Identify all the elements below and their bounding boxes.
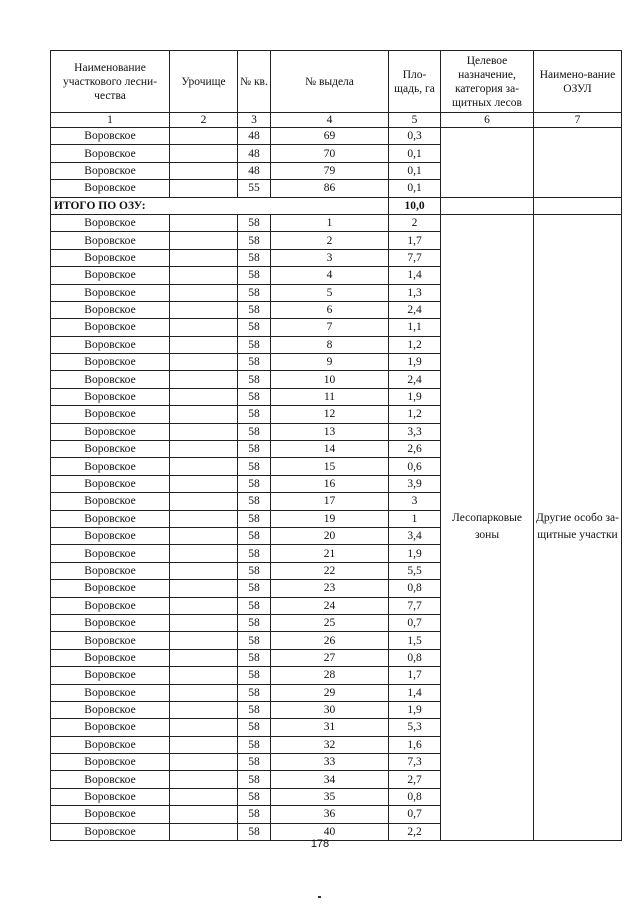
cell-area: 1,1	[389, 319, 441, 336]
total-ozul-empty	[534, 197, 622, 214]
cell-forestry: Воровское	[51, 336, 170, 353]
cell-tract	[170, 736, 238, 753]
cell-allotment: 20	[271, 527, 389, 544]
cell-quarter: 58	[238, 806, 271, 823]
table-row	[51, 214, 622, 231]
cell-area: 0,1	[389, 180, 441, 197]
cell-forestry: Воровское	[51, 771, 170, 788]
cell-area: 2,6	[389, 441, 441, 458]
cell-quarter: 58	[238, 667, 271, 684]
cell-tract	[170, 162, 238, 179]
header-tract: Урочище	[170, 51, 238, 113]
cell-area: 7,3	[389, 754, 441, 771]
cell-allotment: 32	[271, 736, 389, 753]
cell-quarter: 58	[238, 458, 271, 475]
cell-tract	[170, 771, 238, 788]
column-number: 6	[441, 113, 534, 128]
cell-forestry: Воровское	[51, 423, 170, 440]
cell-forestry: Воровское	[51, 597, 170, 614]
cell-tract	[170, 788, 238, 805]
cell-allotment: 69	[271, 128, 389, 145]
cell-quarter: 58	[238, 771, 271, 788]
column-number-row	[51, 113, 622, 128]
cell-forestry: Воровское	[51, 545, 170, 562]
cell-forestry: Воровское	[51, 614, 170, 631]
cell-forestry: Воровское	[51, 527, 170, 544]
cell-quarter: 58	[238, 388, 271, 405]
cell-area: 0,7	[389, 614, 441, 631]
cell-area: 7,7	[389, 597, 441, 614]
cell-tract	[170, 145, 238, 162]
cell-tract	[170, 510, 238, 527]
cell-tract	[170, 301, 238, 318]
cell-quarter: 58	[238, 441, 271, 458]
cell-allotment: 2	[271, 232, 389, 249]
cell-forestry: Воровское	[51, 719, 170, 736]
cell-quarter: 58	[238, 527, 271, 544]
cell-area: 1	[389, 510, 441, 527]
cell-allotment: 1	[271, 214, 389, 231]
cell-forestry: Воровское	[51, 667, 170, 684]
cell-tract	[170, 527, 238, 544]
cell-allotment: 86	[271, 180, 389, 197]
column-number: 2	[170, 113, 238, 128]
cell-allotment: 6	[271, 301, 389, 318]
cell-tract	[170, 684, 238, 701]
cell-allotment: 33	[271, 754, 389, 771]
cell-area: 2,4	[389, 301, 441, 318]
cell-allotment: 4	[271, 267, 389, 284]
cell-tract	[170, 719, 238, 736]
cell-forestry: Воровское	[51, 475, 170, 492]
cell-area: 1,5	[389, 632, 441, 649]
cell-allotment: 3	[271, 249, 389, 266]
cell-tract	[170, 388, 238, 405]
cell-forestry: Воровское	[51, 162, 170, 179]
cell-forestry: Воровское	[51, 319, 170, 336]
cell-quarter: 58	[238, 319, 271, 336]
cell-quarter: 58	[238, 823, 271, 840]
cell-quarter: 58	[238, 580, 271, 597]
cell-forestry: Воровское	[51, 301, 170, 318]
header-area-ha: Пло-щадь, га	[389, 51, 441, 113]
table-body	[51, 113, 622, 841]
cell-forestry: Воровское	[51, 249, 170, 266]
cell-quarter: 58	[238, 475, 271, 492]
cell-allotment: 30	[271, 701, 389, 718]
cell-quarter: 58	[238, 649, 271, 666]
cell-quarter: 58	[238, 493, 271, 510]
cell-quarter: 58	[238, 632, 271, 649]
cell-tract	[170, 649, 238, 666]
cell-allotment: 23	[271, 580, 389, 597]
cell-forestry: Воровское	[51, 388, 170, 405]
cell-area: 1,4	[389, 684, 441, 701]
cell-tract	[170, 406, 238, 423]
cell-quarter: 58	[238, 684, 271, 701]
cell-area: 3,4	[389, 527, 441, 544]
cell-area: 3	[389, 493, 441, 510]
cell-tract	[170, 267, 238, 284]
cell-area: 1,2	[389, 406, 441, 423]
cell-forestry: Воровское	[51, 580, 170, 597]
cell-forestry: Воровское	[51, 267, 170, 284]
cell-quarter: 58	[238, 736, 271, 753]
cell-tract	[170, 354, 238, 371]
cell-allotment: 16	[271, 475, 389, 492]
cell-allotment: 70	[271, 145, 389, 162]
total-value: 10,0	[389, 197, 441, 214]
cell-tract	[170, 319, 238, 336]
cell-area: 1,4	[389, 267, 441, 284]
cell-quarter: 58	[238, 284, 271, 301]
cell-area: 2,2	[389, 823, 441, 840]
cell-area: 1,2	[389, 336, 441, 353]
cell-quarter: 58	[238, 406, 271, 423]
cell-forestry: Воровское	[51, 736, 170, 753]
cell-tract	[170, 562, 238, 579]
cell-quarter: 58	[238, 423, 271, 440]
cell-tract	[170, 701, 238, 718]
cell-quarter: 58	[238, 754, 271, 771]
header-purpose: Целевое назначение, категория за-щитных лесов	[441, 51, 534, 113]
scan-mark	[318, 896, 321, 898]
cell-quarter: 58	[238, 214, 271, 231]
cell-tract	[170, 806, 238, 823]
table-row	[51, 128, 622, 145]
cell-allotment: 35	[271, 788, 389, 805]
table-header	[51, 51, 622, 113]
total-row	[51, 197, 622, 214]
cell-forestry: Воровское	[51, 441, 170, 458]
cell-allotment: 22	[271, 562, 389, 579]
column-number: 7	[534, 113, 622, 128]
cell-quarter: 58	[238, 232, 271, 249]
cell-allotment: 8	[271, 336, 389, 353]
cell-tract	[170, 284, 238, 301]
cell-forestry: Воровское	[51, 823, 170, 840]
cell-area: 5,3	[389, 719, 441, 736]
cell-forestry: Воровское	[51, 632, 170, 649]
cell-tract	[170, 458, 238, 475]
cell-quarter: 58	[238, 545, 271, 562]
cell-quarter: 58	[238, 614, 271, 631]
cell-forestry: Воровское	[51, 406, 170, 423]
cell-quarter: 58	[238, 562, 271, 579]
cell-quarter: 58	[238, 510, 271, 527]
cell-forestry: Воровское	[51, 458, 170, 475]
cell-allotment: 7	[271, 319, 389, 336]
cell-allotment: 28	[271, 667, 389, 684]
cell-forestry: Воровское	[51, 510, 170, 527]
cell-area: 0,8	[389, 788, 441, 805]
cell-allotment: 21	[271, 545, 389, 562]
cell-allotment: 40	[271, 823, 389, 840]
cell-ozul-empty	[534, 128, 622, 198]
header-ozul-name: Наимено-вание ОЗУЛ	[534, 51, 622, 113]
cell-allotment: 36	[271, 806, 389, 823]
cell-area: 0,1	[389, 145, 441, 162]
cell-allotment: 34	[271, 771, 389, 788]
cell-allotment: 79	[271, 162, 389, 179]
cell-quarter: 55	[238, 180, 271, 197]
cell-quarter: 58	[238, 371, 271, 388]
cell-tract	[170, 423, 238, 440]
cell-quarter: 58	[238, 249, 271, 266]
cell-allotment: 9	[271, 354, 389, 371]
forest-areas-table	[50, 50, 622, 841]
cell-quarter: 58	[238, 301, 271, 318]
cell-area: 1,7	[389, 667, 441, 684]
cell-forestry: Воровское	[51, 562, 170, 579]
cell-purpose-empty	[441, 128, 534, 198]
cell-area: 1,9	[389, 354, 441, 371]
cell-forestry: Воровское	[51, 493, 170, 510]
cell-forestry: Воровское	[51, 354, 170, 371]
cell-allotment: 31	[271, 719, 389, 736]
cell-quarter: 58	[238, 597, 271, 614]
cell-allotment: 19	[271, 510, 389, 527]
cell-area: 0,8	[389, 580, 441, 597]
cell-purpose: Лесопарковые зоны	[441, 214, 534, 840]
cell-area: 0,6	[389, 458, 441, 475]
cell-forestry: Воровское	[51, 684, 170, 701]
cell-tract	[170, 597, 238, 614]
cell-quarter: 48	[238, 145, 271, 162]
cell-allotment: 15	[271, 458, 389, 475]
cell-tract	[170, 493, 238, 510]
header-allotment-no: № выдела	[271, 51, 389, 113]
cell-forestry: Воровское	[51, 754, 170, 771]
cell-tract	[170, 336, 238, 353]
header-quarter-no: № кв.	[238, 51, 271, 113]
cell-allotment: 14	[271, 441, 389, 458]
cell-area: 1,6	[389, 736, 441, 753]
cell-tract	[170, 614, 238, 631]
cell-area: 2	[389, 214, 441, 231]
cell-allotment: 11	[271, 388, 389, 405]
cell-forestry: Воровское	[51, 214, 170, 231]
cell-area: 3,3	[389, 423, 441, 440]
cell-allotment: 10	[271, 371, 389, 388]
cell-allotment: 27	[271, 649, 389, 666]
cell-area: 7,7	[389, 249, 441, 266]
total-label: ИТОГО ПО ОЗУ:	[51, 197, 389, 214]
cell-area: 3,9	[389, 475, 441, 492]
cell-area: 1,9	[389, 545, 441, 562]
cell-quarter: 48	[238, 128, 271, 145]
cell-allotment: 12	[271, 406, 389, 423]
total-purpose-empty	[441, 197, 534, 214]
cell-allotment: 29	[271, 684, 389, 701]
cell-tract	[170, 214, 238, 231]
cell-forestry: Воровское	[51, 371, 170, 388]
cell-quarter: 58	[238, 701, 271, 718]
column-number: 4	[271, 113, 389, 128]
cell-tract	[170, 249, 238, 266]
cell-allotment: 17	[271, 493, 389, 510]
cell-tract	[170, 232, 238, 249]
cell-area: 1,7	[389, 232, 441, 249]
cell-allotment: 24	[271, 597, 389, 614]
cell-tract	[170, 580, 238, 597]
cell-area: 1,9	[389, 701, 441, 718]
cell-tract	[170, 754, 238, 771]
cell-tract	[170, 475, 238, 492]
header-row	[51, 51, 622, 113]
cell-tract	[170, 632, 238, 649]
header-forestry-name: Наименование участкового лесни-чества	[51, 51, 170, 113]
cell-area: 2,7	[389, 771, 441, 788]
cell-tract	[170, 371, 238, 388]
cell-allotment: 25	[271, 614, 389, 631]
cell-quarter: 58	[238, 267, 271, 284]
cell-area: 0,1	[389, 162, 441, 179]
column-number: 3	[238, 113, 271, 128]
cell-forestry: Воровское	[51, 788, 170, 805]
cell-area: 2,4	[389, 371, 441, 388]
cell-forestry: Воровское	[51, 232, 170, 249]
cell-area: 1,3	[389, 284, 441, 301]
cell-tract	[170, 545, 238, 562]
cell-tract	[170, 180, 238, 197]
cell-area: 5,5	[389, 562, 441, 579]
cell-allotment: 13	[271, 423, 389, 440]
cell-area: 0,7	[389, 806, 441, 823]
cell-area: 1,9	[389, 388, 441, 405]
cell-tract	[170, 667, 238, 684]
cell-allotment: 26	[271, 632, 389, 649]
cell-area: 0,8	[389, 649, 441, 666]
cell-quarter: 58	[238, 788, 271, 805]
cell-forestry: Воровское	[51, 284, 170, 301]
cell-quarter: 58	[238, 719, 271, 736]
page-number: 178	[310, 838, 330, 850]
cell-tract	[170, 128, 238, 145]
cell-forestry: Воровское	[51, 806, 170, 823]
cell-quarter: 58	[238, 354, 271, 371]
cell-forestry: Воровское	[51, 128, 170, 145]
cell-forestry: Воровское	[51, 145, 170, 162]
cell-ozul-name: Другие особо за-щитные участки	[534, 214, 622, 840]
cell-forestry: Воровское	[51, 701, 170, 718]
cell-tract	[170, 441, 238, 458]
cell-forestry: Воровское	[51, 649, 170, 666]
cell-forestry: Воровское	[51, 180, 170, 197]
column-number: 5	[389, 113, 441, 128]
cell-quarter: 48	[238, 162, 271, 179]
cell-quarter: 58	[238, 336, 271, 353]
cell-area: 0,3	[389, 128, 441, 145]
cell-allotment: 5	[271, 284, 389, 301]
column-number: 1	[51, 113, 170, 128]
